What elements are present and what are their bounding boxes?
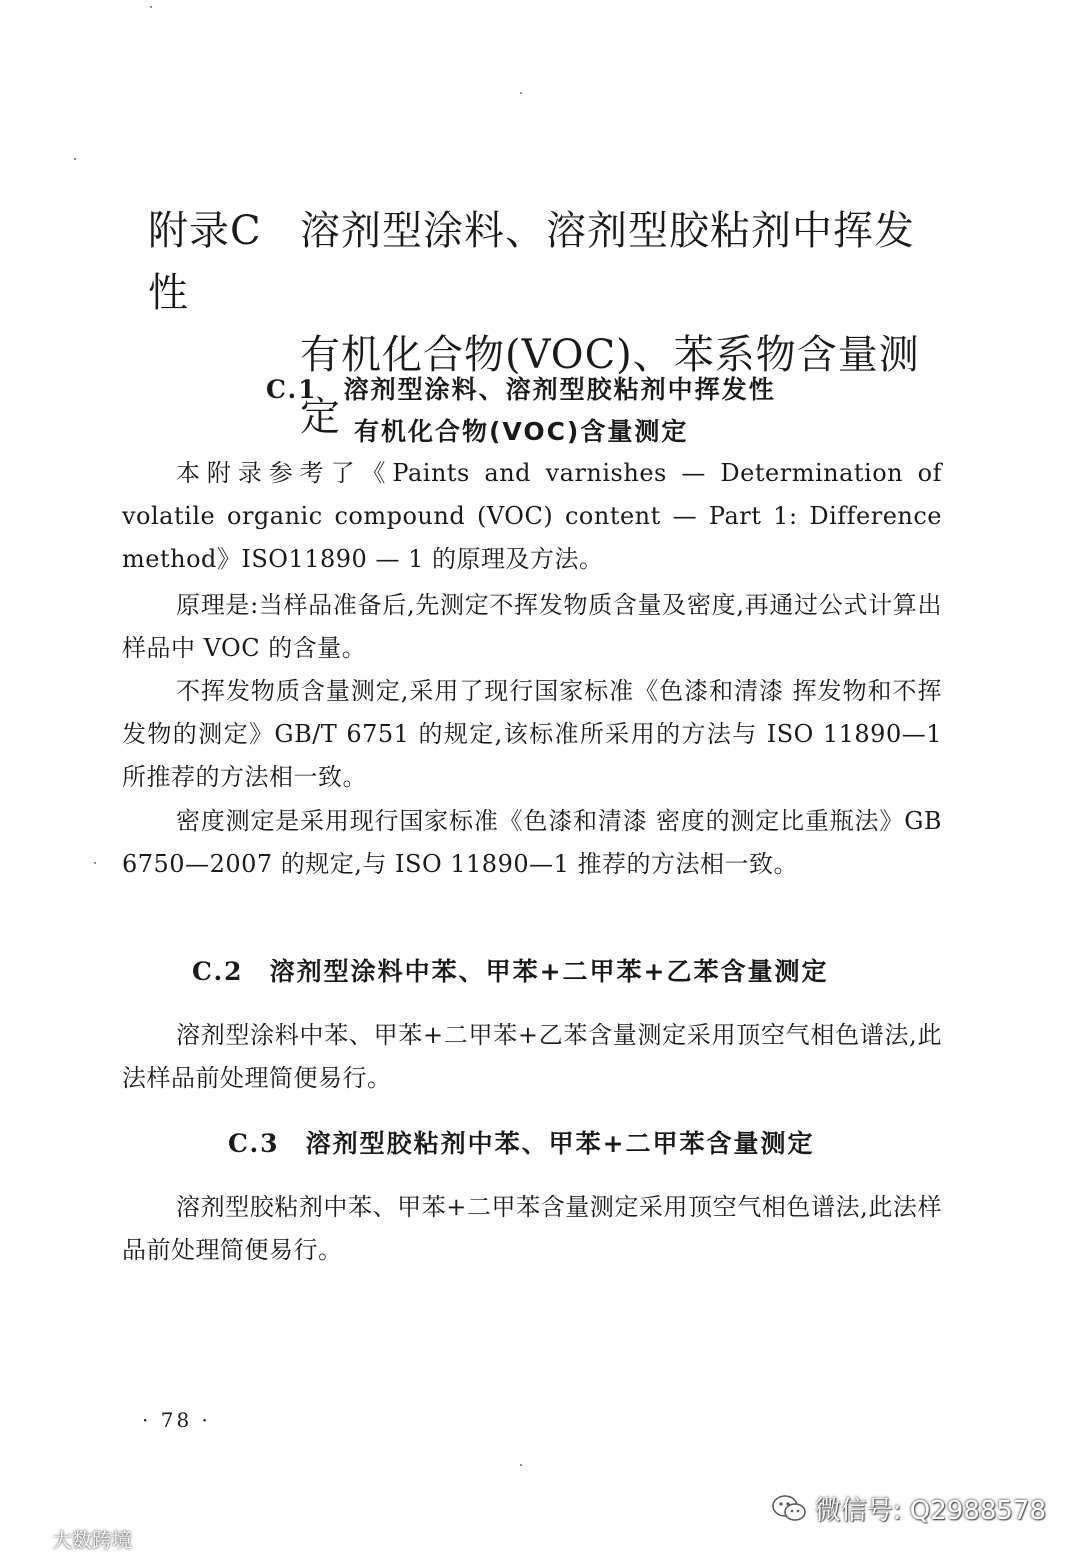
paragraph-c1-nonvolatile: 不挥发物质含量测定,采用了现行国家标准《色漆和清漆 挥发物和不挥发物的测定》GB/T 6751 的规定,该标准所采用的方法与 ISO 11890—1 所推荐的方法相一致。 (122, 677, 942, 791)
paragraph-c2: 溶剂型涂料中苯、甲苯+二甲苯+乙苯含量测定采用顶空气相色谱法,此法样品前处理简便易行。 (122, 1021, 942, 1092)
paragraph-c1-density: 密度测定是采用现行国家标准《色漆和清漆 密度的测定比重瓶法》GB 6750—2007 的规定,与 ISO 11890—1 推荐的方法相一致。 (122, 807, 942, 878)
paragraph-c1-reference: 本附录参考了《Paints and varnishes — Determination of volatile organic compound (VOC) content — Part 1: Difference method》ISO11890 — 1 的原理及方法。 (122, 459, 942, 573)
site-watermark (8, 1524, 132, 1553)
appendix-label: 附录C (148, 208, 262, 254)
scan-speck (150, 6, 152, 8)
section-c2-title: 溶剂型涂料中苯、甲苯+二甲苯+乙苯含量测定 (269, 957, 829, 986)
paragraph-c3: 溶剂型胶粘剂中苯、甲苯+二甲苯含量测定采用顶空气相色谱法,此法样品前处理简便易行。 (122, 1193, 942, 1264)
section-c1-number: C.1 (266, 375, 318, 404)
scan-speck (520, 92, 522, 94)
section-c1-title-line1: 溶剂型涂料、溶剂型胶粘剂中挥发性 (343, 375, 776, 404)
paragraph-c1-principle: 原理是:当样品准备后,先测定不挥发物质含量及密度,再通过公式计算出样品中 VOC 的含量。 (122, 591, 942, 662)
section-c1-title-line2: 有机化合物(VOC)含量测定 (354, 417, 689, 446)
section-c3-title: 溶剂型胶粘剂中苯、甲苯+二甲苯含量测定 (305, 1129, 815, 1158)
wechat-watermark (771, 1490, 1046, 1527)
section-c2-number: C.2 (192, 957, 244, 986)
site-logo-icon (8, 1529, 48, 1549)
site-name-text: 大数跨境 (52, 1528, 132, 1552)
section-c1-heading (266, 370, 776, 406)
appendix-title-line2: 有机化合物(VOC)、苯系物含量测定 (300, 332, 920, 440)
page-number: · 78 · (142, 1408, 211, 1432)
scan-speck (94, 862, 96, 864)
scan-speck (520, 1464, 522, 1466)
section-c2-heading (192, 952, 828, 988)
section-c3-heading (228, 1124, 815, 1160)
appendix-title-line1: 溶剂型涂料、溶剂型胶粘剂中挥发性 (148, 208, 915, 316)
scan-speck (74, 158, 76, 160)
wechat-icon (771, 1494, 807, 1524)
section-c3-number: C.3 (228, 1129, 280, 1158)
appendix-title (148, 200, 948, 448)
section-c1-heading-line2 (354, 412, 688, 448)
wechat-id-text: 微信号: Q2988578 (814, 1496, 1046, 1526)
